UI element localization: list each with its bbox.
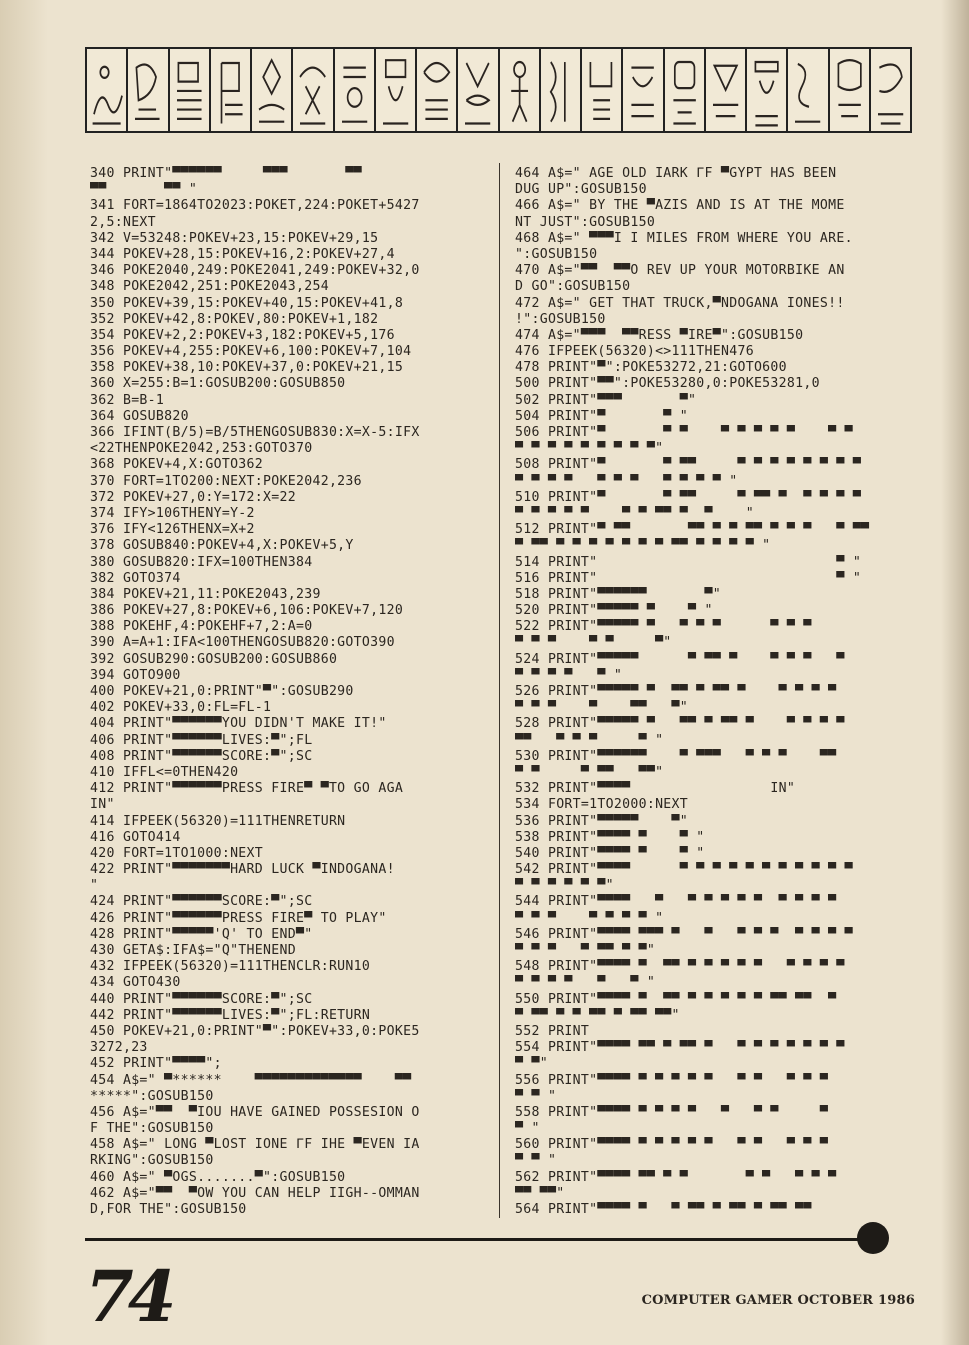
code-line: 454 A$=" ▀****** ▀▀▀▀▀▀▀▀▀▀▀▀▀ ▀▀ [90,1072,412,1088]
code-line: ▀ ▀ ▀ ▀ ▀ ▀" [515,635,672,651]
code-line: 504 PRINT"▀ ▀ " [515,408,689,424]
hieroglyph-panel [128,49,169,131]
code-line: 416 GOTO414 [90,829,181,845]
code-line: 524 PRINT"▀▀▀▀▀ ▀ ▀▀ ▀ ▀ ▀ ▀ ▀ [515,651,845,667]
code-line: 550 PRINT"▀▀▀▀ ▀ ▀▀ ▀ ▀ ▀ ▀ ▀ ▀▀ ▀▀ ▀ [515,991,837,1007]
code-line: 478 PRINT"▀":POKE53272,21:GOTO600 [515,360,787,376]
code-line: ":GOSUB150 [515,246,598,262]
code-line: " [90,878,99,894]
code-line: 394 GOTO900 [90,667,181,683]
code-line: 464 A$=" AGE OLD IARK ΓF ▀GYPT HAS BEEN [515,166,837,181]
code-line: 460 A$=" ▀OGS.......▀":GOSUB150 [90,1169,346,1185]
code-line: 360 X=255:B=1:GOSUB200:GOSUB850 [90,376,346,392]
code-line: RKING":GOSUB150 [90,1153,214,1169]
hieroglyph-panel [252,49,293,131]
code-line: 476 IFPEEK(56320)<>111THEN476 [515,344,754,360]
code-line: ▀ ▀" [515,1056,548,1072]
code-line: 408 PRINT"▀▀▀▀▀▀SCORE:▀";SC [90,748,313,764]
code-line: 402 POKEV+33,0:FL=FL-1 [90,700,272,716]
code-line: 380 GOSUB820:IFX=100THEN384 [90,554,313,570]
code-line: 532 PRINT"▀▀▀▀ IN" [515,781,796,797]
code-line: ▀ ▀ ▀ ▀ ▀ ▀ ▀ " [515,910,664,926]
code-line: 536 PRINT"▀▀▀▀▀ ▀" [515,813,689,829]
hieroglyph-panel [541,49,582,131]
code-line: 348 POKE2042,251:POKE2043,254 [90,279,329,295]
code-line: F THE":GOSUB150 [90,1121,214,1137]
code-line: 392 GOSUB290:GOSUB200:GOSUB860 [90,651,338,667]
code-line: ▀ ▀▀ ▀ ▀ ▀▀ ▀ ▀▀ ▀▀" [515,1007,680,1023]
hieroglyph-panel [293,49,334,131]
code-line: *****":GOSUB150 [90,1088,214,1104]
code-line: 534 FORT=1TO2000:NEXT [515,797,689,813]
hieroglyph-panel [665,49,706,131]
code-line: ▀ " [515,1121,540,1137]
page-number: 74 [85,1255,171,1338]
code-line: 516 PRINT" ▀ " [515,570,862,586]
code-line: 342 V=53248:POKEV+23,15:POKEV+29,15 [90,230,379,246]
code-line: 414 IFPEEK(56320)=111THENRETURN [90,813,346,829]
hieroglyph-panel [623,49,664,131]
code-line: 512 PRINT"▀ ▀▀ ▀▀ ▀ ▀ ▀▀ ▀ ▀ ▀ ▀ ▀▀ [515,522,870,538]
code-line: ▀▀ ▀ ▀ ▀ ▀ " [515,732,664,748]
code-line: 458 A$=" LONG ▀LOST IONE ΓF IHE ▀EVEN IA [90,1137,420,1153]
hieroglyph-panel [582,49,623,131]
code-line: 424 PRINT"▀▀▀▀▀▀SCORE:▀";SC [90,894,313,910]
code-line: 456 A$="▀▀ ▀IOU HAVE GAINED POSSESION O [90,1104,420,1120]
code-line: <22THENPOKE2042,253:GOTO370 [90,441,313,457]
code-line: 362 B=B-1 [90,392,165,408]
code-line: ▀ ▀ " [515,1153,557,1169]
code-line: 356 POKEV+4,255:POKEV+6,100:POKEV+7,104 [90,344,412,360]
code-line: 540 PRINT"▀▀▀▀ ▀ ▀ " [515,845,705,861]
code-line: 450 POKEV+21,0:PRINT"▀":POKEV+33,0:POKE5 [90,1023,420,1039]
page-edge-shadow [941,0,969,1345]
code-line: 386 POKEV+27,8:POKEV+6,106:POKEV+7,120 [90,603,404,619]
hieroglyph-panel [376,49,417,131]
code-line: DUG UP":GOSUB150 [515,182,647,198]
code-line: 472 A$=" GET THAT TRUCK,▀NDOGANA IONES!! [515,295,845,311]
hieroglyph-panel [170,49,211,131]
code-line: 354 POKEV+2,2:POKEV+3,182:POKEV+5,176 [90,327,395,343]
code-line: 470 A$="▀▀ ▀▀O REV UP YOUR MOTORBIKE AN [515,263,845,279]
code-line: 474 A$="▀▀▀ ▀▀RESS ▀IRE▀":GOSUB150 [515,327,804,343]
code-line: 368 POKEV+4,X:GOTO362 [90,457,264,473]
code-line: 384 POKEV+21,11:POKE2043,239 [90,586,321,602]
code-line: 400 POKEV+21,0:PRINT"▀":GOSUB290 [90,684,354,699]
code-line: 556 PRINT"▀▀▀▀ ▀ ▀ ▀ ▀ ▀ ▀ ▀ ▀ ▀ ▀ [515,1072,829,1088]
code-line: ▀▀ ▀▀ " [90,182,198,198]
code-line: ▀ ▀ ▀ ▀ ▀ ▀ ▀ ▀ ▀" [515,441,664,457]
code-line: ▀ ▀▀ ▀ ▀ ▀ ▀ ▀ ▀ ▀ ▀▀ ▀ ▀ ▀ ▀ " [515,538,771,554]
hieroglyph-panel [500,49,541,131]
hieroglyph-header-band [85,47,912,133]
code-line: ▀ ▀ ▀ ▀ ▀▀ ▀ ▀" [515,943,656,958]
code-line: 420 FORT=1TO1000:NEXT [90,845,264,861]
code-line: 466 A$=" BY THE ▀AZIS AND IS AT THE MOME [515,198,845,214]
page-gutter-shadow [0,0,48,1345]
code-line: D GO":GOSUB150 [515,279,631,295]
code-line: 350 POKEV+39,15:POKEV+40,15:POKEV+41,8 [90,295,404,311]
hieroglyph-panel [830,49,871,131]
code-line: 548 PRINT"▀▀▀▀ ▀ ▀▀ ▀ ▀ ▀ ▀ ▀ ▀ ▀ ▀ ▀ [515,959,845,975]
hieroglyph-panel [788,49,829,131]
code-line: 352 POKEV+42,8:POKEV,80:POKEV+1,182 [90,311,379,327]
code-line: 514 PRINT" ▀ " [515,554,862,570]
code-line: 426 PRINT"▀▀▀▀▀▀PRESS FIRE▀ TO PLAY" [90,910,387,926]
code-line: 510 PRINT"▀ ▀ ▀▀ ▀ ▀▀ ▀ ▀ ▀ ▀ ▀ [515,489,862,505]
code-line: 388 POKEHF,4:POKEHF+7,2:A=0 [90,619,313,635]
footer-rule [85,1238,870,1241]
code-line: 538 PRINT"▀▀▀▀ ▀ ▀ " [515,829,705,845]
code-line: 378 GOSUB840:POKEV+4,X:POKEV+5,Y [90,538,354,554]
code-line: 340 PRINT"▀▀▀▀▀▀ ▀▀▀ ▀▀ [90,166,362,181]
code-line: 3272,23 [90,1040,148,1056]
hieroglyph-panel [706,49,747,131]
code-line: 508 PRINT"▀ ▀ ▀▀ ▀ ▀ ▀ ▀ ▀ ▀ ▀ ▀ [515,457,862,473]
code-line: 544 PRINT"▀▀▀▀ ▀ ▀ ▀ ▀ ▀ ▀ ▀ ▀ ▀ ▀ [515,894,837,910]
code-line: ▀ ▀ " [515,1088,557,1104]
code-line: 341 FORT=1864TO2023:POKET,224:POKET+5427 [90,198,420,214]
code-line: 2,5:NEXT [90,214,156,230]
code-line: 562 PRINT"▀▀▀▀ ▀▀ ▀ ▀ ▀ ▀ ▀ ▀ ▀ [515,1169,837,1185]
code-line: ▀ ▀ ▀ ▀▀ ▀▀" [515,764,664,780]
code-line: 374 IFY>106THENY=Y-2 [90,505,255,521]
listing-column-left [90,166,485,1218]
code-line: 506 PRINT"▀ ▀ ▀ ▀ ▀ ▀ ▀ ▀ ▀ ▀ [515,425,853,440]
code-line: ▀ ▀ ▀ ▀ ▀ ▀ " [515,975,656,991]
code-line: 422 PRINT"▀▀▀▀▀▀▀HARD LUCK ▀INDOGANA! [90,862,395,878]
code-line: 432 IFPEEK(56320)=111THENCLR:RUN10 [90,959,371,975]
hieroglyph-panel [335,49,376,131]
hieroglyph-panel [417,49,458,131]
hieroglyph-panel [211,49,252,131]
code-line: 372 POKEV+27,0:Y=172:X=22 [90,489,296,505]
code-line: 502 PRINT"▀▀▀ ▀" [515,392,697,408]
hieroglyph-panel [871,49,910,131]
code-line: 564 PRINT"▀▀▀▀ ▀ ▀ ▀▀ ▀ ▀▀ ▀ ▀▀ ▀▀ [515,1202,812,1217]
code-line: 376 IFY<126THENX=X+2 [90,522,255,538]
code-line: 542 PRINT"▀▀▀▀ ▀ ▀ ▀ ▀ ▀ ▀ ▀ ▀ ▀ ▀ ▀ [515,862,853,878]
code-line: 390 A=A+1:IFA<100THENGOSUB820:GOTO390 [90,635,395,651]
code-line: 412 PRINT"▀▀▀▀▀▀PRESS FIRE▀ ▀TO GO AGA [90,781,404,797]
code-line: 440 PRINT"▀▀▀▀▀▀SCORE:▀";SC [90,991,313,1007]
code-line: 364 GOSUB820 [90,408,189,424]
code-line: ▀ ▀ ▀ ▀ ▀ ▀ ▀ ▀ ▀ ▀ ▀ " [515,473,738,489]
code-line: 358 POKEV+38,10:POKEV+37,0:POKEV+21,15 [90,360,404,376]
code-line: 406 PRINT"▀▀▀▀▀▀LIVES:▀";FL [90,732,313,748]
code-line: 404 PRINT"▀▀▀▀▀▀YOU DIDN'T MAKE IT!" [90,716,387,732]
code-line: 560 PRINT"▀▀▀▀ ▀ ▀ ▀ ▀ ▀ ▀ ▀ ▀ ▀ ▀ [515,1137,829,1153]
code-line: ▀▀ ▀▀" [515,1185,565,1201]
code-line: IN" [90,797,115,813]
listing-column-right [515,166,910,1218]
code-line: 530 PRINT"▀▀▀▀▀▀ ▀ ▀▀▀ ▀ ▀ ▀ ▀▀ [515,748,837,764]
code-line: 522 PRINT"▀▀▀▀▀ ▀ ▀ ▀ ▀ ▀ ▀ ▀ [515,619,812,635]
code-line: 526 PRINT"▀▀▀▀▀ ▀ ▀▀ ▀ ▀▀ ▀ ▀ ▀ ▀ ▀ [515,684,837,699]
code-line: 558 PRINT"▀▀▀▀ ▀ ▀ ▀ ▀ ▀ ▀ ▀ ▀ [515,1104,829,1120]
code-line: 452 PRINT"▀▀▀▀"; [90,1056,222,1072]
code-line: 528 PRINT"▀▀▀▀▀ ▀ ▀▀ ▀ ▀▀ ▀ ▀ ▀ ▀ ▀ [515,716,845,732]
code-line: 346 POKE2040,249:POKE2041,249:POKEV+32,0 [90,263,420,279]
code-line: ▀ ▀ ▀ ▀ ▀ ▀" [515,878,614,894]
code-line: 518 PRINT"▀▀▀▀▀▀ ▀" [515,586,721,602]
code-line: 468 A$=" ▀▀▀I I MILES FROM WHERE YOU ARE. [515,230,853,246]
code-line: !":GOSUB150 [515,311,606,327]
magazine-issue-line: COMPUTER GAMER OCTOBER 1986 [641,1293,915,1308]
code-line: 500 PRINT"▀▀":POKE53280,0:POKE53281,0 [515,376,820,392]
code-line: 520 PRINT"▀▀▀▀▀ ▀ ▀ " [515,603,713,619]
hieroglyph-panel [458,49,499,131]
code-line: 462 A$="▀▀ ▀OW YOU CAN HELP IIGH--OMMAN [90,1185,420,1201]
hieroglyph-panel [87,49,128,131]
code-line: 434 GOTO430 [90,975,181,991]
code-line: 442 PRINT"▀▀▀▀▀▀LIVES:▀";FL:RETURN [90,1007,371,1023]
code-line: ▀ ▀ ▀ ▀ ▀▀ ▀" [515,700,689,716]
code-line: NT JUST":GOSUB150 [515,214,656,230]
code-line: 428 PRINT"▀▀▀▀▀'Q' TO END▀" [90,926,313,942]
code-line: 366 IFINT(B/5)=B/5THENGOSUB830:X=X-5:IFX [90,425,420,440]
code-line: 554 PRINT"▀▀▀▀ ▀▀ ▀ ▀▀ ▀ ▀ ▀ ▀ ▀ ▀ ▀ ▀ [515,1040,845,1056]
code-line: 552 PRINT [515,1023,590,1039]
code-line: 344 POKEV+28,15:POKEV+16,2:POKEV+27,4 [90,246,395,262]
code-line: 546 PRINT"▀▀▀▀ ▀▀▀ ▀ ▀ ▀ ▀ ▀ ▀ ▀ ▀ ▀ [515,926,853,942]
code-line: 410 IFFL<=0THEN420 [90,764,239,780]
code-line: ▀ ▀ ▀ ▀ ▀ " [515,667,623,683]
footer-rule-endpoint [857,1222,889,1254]
column-divider [499,163,500,1218]
code-line: 370 FORT=1TO200:NEXT:POKE2042,236 [90,473,362,489]
code-line: 382 GOTO374 [90,570,181,586]
code-line: 430 GETA$:IFA$="Q"THENEND [90,943,296,958]
code-line: ▀ ▀ ▀ ▀ ▀ ▀ ▀ ▀▀ ▀ ▀ " [515,505,754,521]
code-line: D,FOR THE":GOSUB150 [90,1202,247,1217]
hieroglyph-panel [747,49,788,131]
